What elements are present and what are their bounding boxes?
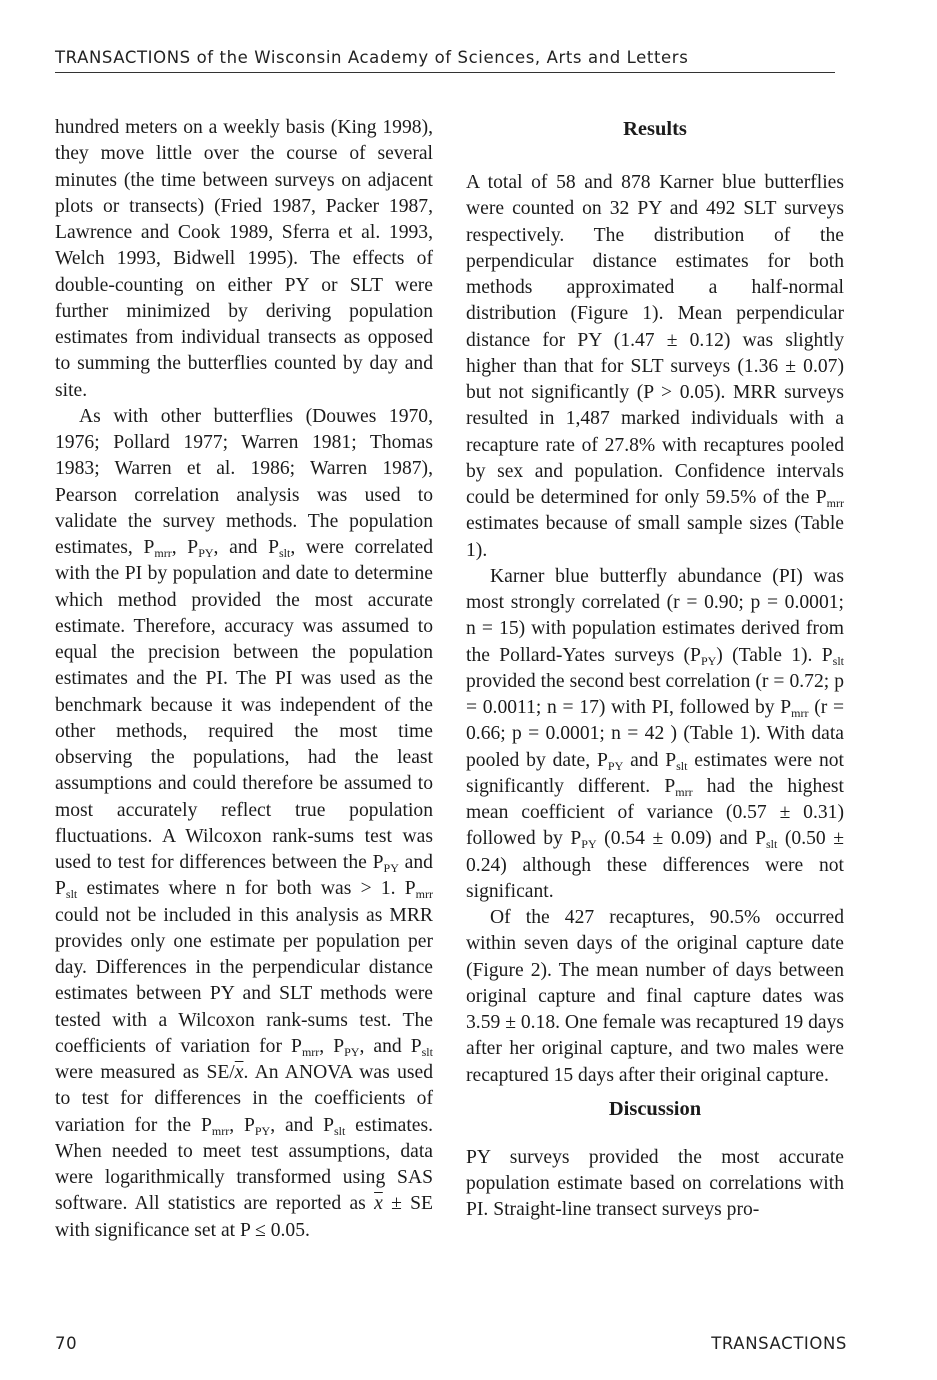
paragraph: As with other butterflies (Douwes 1970, 1976; Pollard 1977; Warren 1981; Thomas 1983; Warren et al. 1986; Warren 1987), Pearson correlation analysis was used to validate the survey methods. The population estimates, $P_{mrr}$, $P_{PY}$, and $P_{slt}$, were correlated with the PI by population and date to determine which method provided the most accurate estimate. Therefore, accuracy was assumed to equal the precision between the population estimates and the PI. The PI was used as the benchmark because it was independent of the other methods, required the most time observing the populations, had the least assumptions and could therefore be assumed to most accurately reflect true population fluctuations. A Wilcoxon rank-sums test was used to test for differences between the $P_{PY}$ and $P_{slt}$ estimates where n for both was > 1. $P_{mrr}$ could not be included in this analysis as MRR provides only one estimate per population per day. Differences in the perpendicular distance estimates between PY and SLT methods were tested with a Wilcoxon rank-sums test. The coefficients of variation for $P_{mrr}$, $P_{PY}$, and $P_{slt}$ were measured as $SE/\overline{x}$. An ANOVA was used to test for differences in the coefficients of variation for the $P_{mrr}$, $P_{PY}$, and $P_{slt}$ estimates. When needed to meet test assumptions, data were logarithmically transformed using SAS software. All statistics are reported as $\overline{x}$ ± SE with significance set at P ≤ 0.05. [55,405,433,1241]
header-rule [55,72,835,73]
discussion-heading: Discussion [608,1097,702,1120]
paragraph: A total of 58 and 878 Karner blue butterflies were counted on 32 PY and 492 SLT surveys respectively. The distribution of the perpendicular distance estimates for both methods approximated a half-normal distribution (Figure 1). Mean perpendicular distance for PY (1.47 ± 0.12) was slightly higher than that for SLT surveys (1.36 ± 0.07) but not significantly (P > 0.05). MRR surveys resulted in 1,487 marked individuals with a recapture rate of 27.8% with recaptures pooled by sex and population. Confidence intervals could be determined for only 59.5% of the $P_{mrr}$ estimates because of small sample sizes (Table 1). [466,172,844,561]
right-column [466,115,844,1224]
paragraph: Of the 427 recaptures, 90.5% occurred within seven days of the original capture date (Figure 2). The mean number of days between original capture and final capture dates was 3.59 ± 0.18. One female was recaptured 19 days after her original capture, and two males were recaptured 15 days after their original capture. [466,907,845,1086]
paragraph: Karner blue butterfly abundance (PI) was most strongly correlated (r = 0.90; p = 0.0001; n = 15) with population estimates derived from the Pollard-Yates surveys $(P_{PY})$ (Table 1). $P_{slt}$ provided the second best correlation (r = 0.72; p = 0.0011; n = 17) with PI, followed by $P_{mrr}$ (r = 0.66; p = 0.0001; n = 42 ) (Table 1). With data pooled by date, $P_{PY}$ and $P_{slt}$ estimates were not significantly different. $P_{mrr}$ had the highest mean coefficient of variance (0.57 ± 0.31) followed by $P_{PY}$ (0.54 ± 0.09) and $P_{slt}$ (0.50 ± 0.24) although these differences were not significant. [466,565,845,902]
paragraph: PY surveys provided the most accurate population estimate based on correlations with PI. Straight-line transect surveys pro- [466,1146,844,1221]
running-head: TRANSACTIONS of the Wisconsin Academy of Sciences, Arts and Letters [55,48,689,67]
paragraph: hundred meters on a weekly basis (King 1998), they move little over the course of several minutes (the time between surveys on adjacent plots or transects) (Fried 1987, Packer 1987, Lawrence and Cook 1989, Sferra et al. 1993, Welch 1993, Bidwell 1995). The effects of double-counting on either PY or SLT were further minimized by deriving population estimates from individual transects as opposed to summing the butterflies counted by day and site. [55,117,433,401]
results-heading: Results [623,118,687,140]
left-column [55,115,433,1244]
footer-journal-name: TRANSACTIONS [711,1334,847,1353]
page-number: 70 [55,1334,78,1353]
